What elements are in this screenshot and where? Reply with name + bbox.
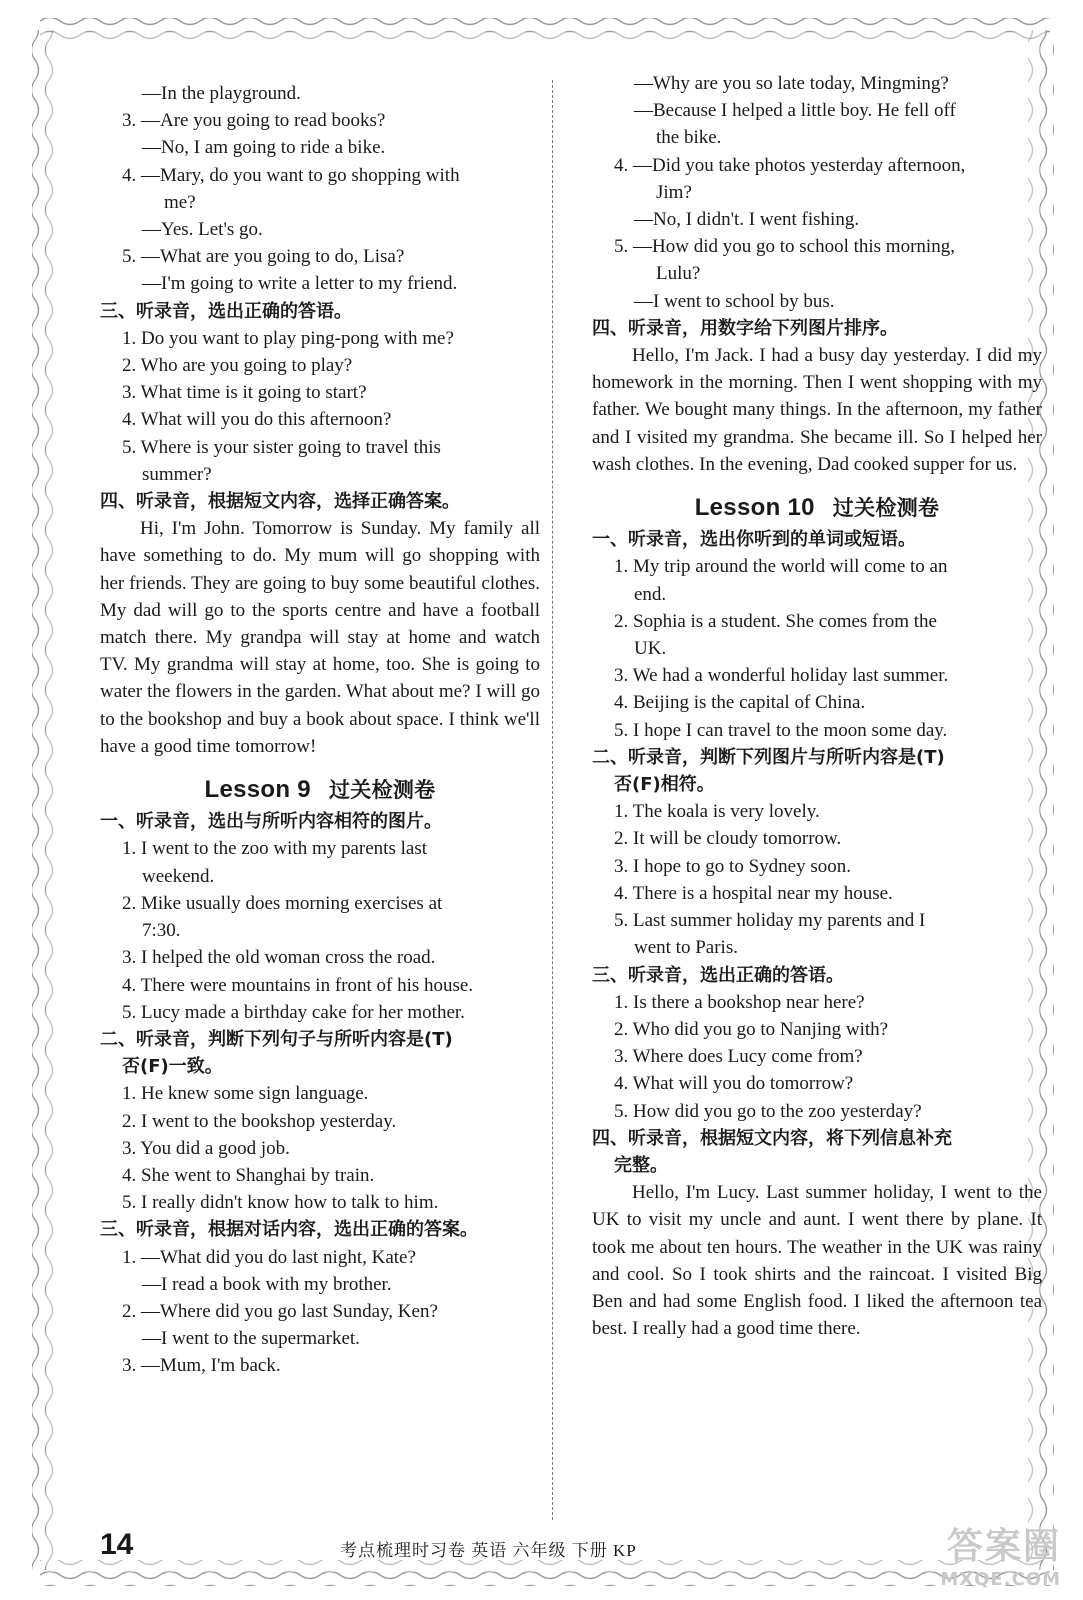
- exercise-line: the bike.: [656, 127, 722, 149]
- exercise-line: 3. What time is it going to start?: [122, 382, 367, 404]
- watermark-logo: [940, 1518, 1061, 1590]
- exercise-line: —Because I helped a little boy. He fell off: [634, 100, 956, 122]
- exercise-line: 4. There is a hospital near my house.: [614, 882, 893, 904]
- section-heading: 完整。: [614, 1154, 668, 1176]
- exercise-line: 1. —What did you do last night, Kate?: [122, 1246, 416, 1268]
- exercise-line: 1. I went to the zoo with my parents last: [122, 838, 427, 860]
- exercise-line: 5. Where is your sister going to travel this: [122, 436, 441, 458]
- exercise-line: 1. Is there a bookshop near here?: [614, 991, 865, 1013]
- lesson-heading: [592, 478, 1042, 526]
- passage-text: Hi, I'm John. Tomorrow is Sunday. My family all have something to do. My mum will go shopping with her friends. They are going to buy some beautiful clothes. My dad will go to the sports centre and have a football match there. My grandpa will stay at home and watch TV. My grandma will stay at home, too. She is going to water the flowers in the garden. What about me? I will go to the bookshop and buy a book about space. I think we'll have a good time tomorrow!: [100, 518, 540, 757]
- section-heading: 四、听录音，用数字给下列图片排序。: [592, 317, 898, 339]
- exercise-line: 2. Who did you go to Nanjing with?: [614, 1018, 889, 1040]
- exercise-line: Jim?: [656, 181, 692, 203]
- exercise-line: 4. What will you do this afternoon?: [122, 409, 392, 431]
- section-heading: 一、听录音，选出你听到的单词或短语。: [592, 529, 916, 551]
- exercise-line: 3. —Are you going to read books?: [122, 110, 386, 132]
- exercise-line: 4. What will you do tomorrow?: [614, 1073, 854, 1095]
- exercise-line: 1. Do you want to play ping-pong with me?: [122, 327, 454, 349]
- left-column: [100, 80, 540, 1380]
- section-heading: 否(F)相符。: [614, 774, 715, 796]
- watermark-line1: 答案圈: [946, 1526, 1061, 1567]
- exercise-line: 4. —Mary, do you want to go shopping with: [122, 164, 460, 186]
- lesson-title: Lesson 10: [694, 494, 815, 522]
- exercise-line: 5. I really didn't know how to talk to him.: [122, 1192, 439, 1214]
- exercise-line: 5. —How did you go to school this morning,: [614, 236, 955, 258]
- section-heading: 三、听录音，根据对话内容，选出正确的答案。: [100, 1219, 478, 1241]
- section-heading: 二、听录音，判断下列图片与所听内容是(T): [592, 746, 945, 768]
- exercise-line: —I went to the supermarket.: [142, 1328, 360, 1350]
- exercise-line: —No, I am going to ride a bike.: [142, 137, 386, 159]
- exercise-line: Lulu?: [656, 263, 701, 285]
- right-column: [592, 70, 1042, 1342]
- watermark-line2: MXQE.COM: [940, 1569, 1061, 1590]
- exercise-line: —I went to school by bus.: [634, 290, 835, 312]
- exercise-line: 1. The koala is very lovely.: [614, 801, 820, 823]
- exercise-line: 5. Lucy made a birthday cake for her mother.: [122, 1001, 465, 1023]
- exercise-line: 2. I went to the bookshop yesterday.: [122, 1110, 397, 1132]
- section-heading: 二、听录音，判断下列句子与所听内容是(T): [100, 1028, 453, 1050]
- column-divider: [552, 80, 553, 1520]
- exercise-line: weekend.: [142, 865, 215, 887]
- exercise-line: 3. We had a wonderful holiday last summer.: [614, 665, 949, 687]
- exercise-line: 2. Mike usually does morning exercises at: [122, 892, 443, 914]
- exercise-line: 7:30.: [142, 920, 181, 942]
- exercise-line: 2. —Where did you go last Sunday, Ken?: [122, 1300, 438, 1322]
- exercise-line: 5. I hope I can travel to the moon some day.: [614, 719, 948, 741]
- exercise-line: 4. —Did you take photos yesterday afternoon,: [614, 154, 966, 176]
- exercise-line: end.: [634, 583, 667, 605]
- page-number: 14: [100, 1528, 134, 1561]
- section-heading: 三、听录音，选出正确的答语。: [100, 300, 352, 322]
- exercise-line: 5. —What are you going to do, Lisa?: [122, 246, 405, 268]
- passage-text: Hello, I'm Jack. I had a busy day yesterday. I did my homework in the morning. Then I went shopping with my father. We bought many things. In the afternoon, my father and I visited my grandma. She became ill. So I helped her wash clothes. In the evening, Dad cooked supper for us.: [592, 345, 1042, 475]
- section-heading: 三、听录音，选出正确的答语。: [592, 964, 844, 986]
- exercise-line: 5. Last summer holiday my parents and I: [614, 910, 926, 932]
- exercise-line: 3. I hope to go to Sydney soon.: [614, 855, 851, 877]
- exercise-line: 1. My trip around the world will come to an: [614, 556, 948, 578]
- lesson-subtitle: 过关检测卷: [832, 496, 940, 521]
- exercise-line: UK.: [634, 638, 667, 660]
- exercise-line: 3. Where does Lucy come from?: [614, 1046, 863, 1068]
- exercise-line: 4. Beijing is the capital of China.: [614, 692, 866, 714]
- exercise-line: summer?: [142, 463, 212, 485]
- exercise-line: 5. How did you go to the zoo yesterday?: [614, 1100, 922, 1122]
- exercise-line: 3. —Mum, I'm back.: [122, 1355, 281, 1377]
- footer-book-title: 考点梳理时习卷 英语 六年级 下册 KP: [340, 1541, 637, 1560]
- lesson-heading: [100, 760, 540, 808]
- page-footer: [100, 1528, 1060, 1568]
- exercise-line: —No, I didn't. I went fishing.: [634, 209, 860, 231]
- exercise-line: 2. It will be cloudy tomorrow.: [614, 828, 842, 850]
- exercise-line: went to Paris.: [634, 937, 738, 959]
- exercise-line: —Why are you so late today, Mingming?: [634, 73, 949, 94]
- exercise-line: 3. You did a good job.: [122, 1137, 290, 1159]
- section-heading: 四、听录音，根据短文内容，将下列信息补充: [592, 1127, 952, 1149]
- exercise-line: me?: [164, 191, 196, 213]
- exercise-line: 1. He knew some sign language.: [122, 1083, 369, 1105]
- exercise-line: 2. Sophia is a student. She comes from the: [614, 610, 937, 632]
- section-heading: 否(F)一致。: [122, 1056, 223, 1078]
- section-heading: 四、听录音，根据短文内容，选择正确答案。: [100, 491, 460, 513]
- exercise-line: 3. I helped the old woman cross the road.: [122, 947, 436, 969]
- exercise-line: 4. She went to Shanghai by train.: [122, 1164, 375, 1186]
- exercise-line: 2. Who are you going to play?: [122, 355, 353, 377]
- lesson-title: Lesson 9: [204, 776, 311, 804]
- exercise-line: —I read a book with my brother.: [142, 1273, 392, 1295]
- exercise-line: —In the playground.: [142, 83, 301, 104]
- lesson-subtitle: 过关检测卷: [328, 778, 436, 803]
- exercise-line: 4. There were mountains in front of his house.: [122, 974, 474, 996]
- passage-text: Hello, I'm Lucy. Last summer holiday, I went to the UK to visit my uncle and aunt. I went there by plane. It took me about ten hours. The weather in the UK was rainy and cool. So I took shirts and the raincoat. I visited Big Ben and had some English food. I liked the afternoon tea best. I really had a good time there.: [592, 1182, 1042, 1340]
- section-heading: 一、听录音，选出与所听内容相符的图片。: [100, 811, 442, 833]
- exercise-line: —Yes. Let's go.: [142, 219, 263, 241]
- exercise-line: —I'm going to write a letter to my friend.: [142, 273, 458, 295]
